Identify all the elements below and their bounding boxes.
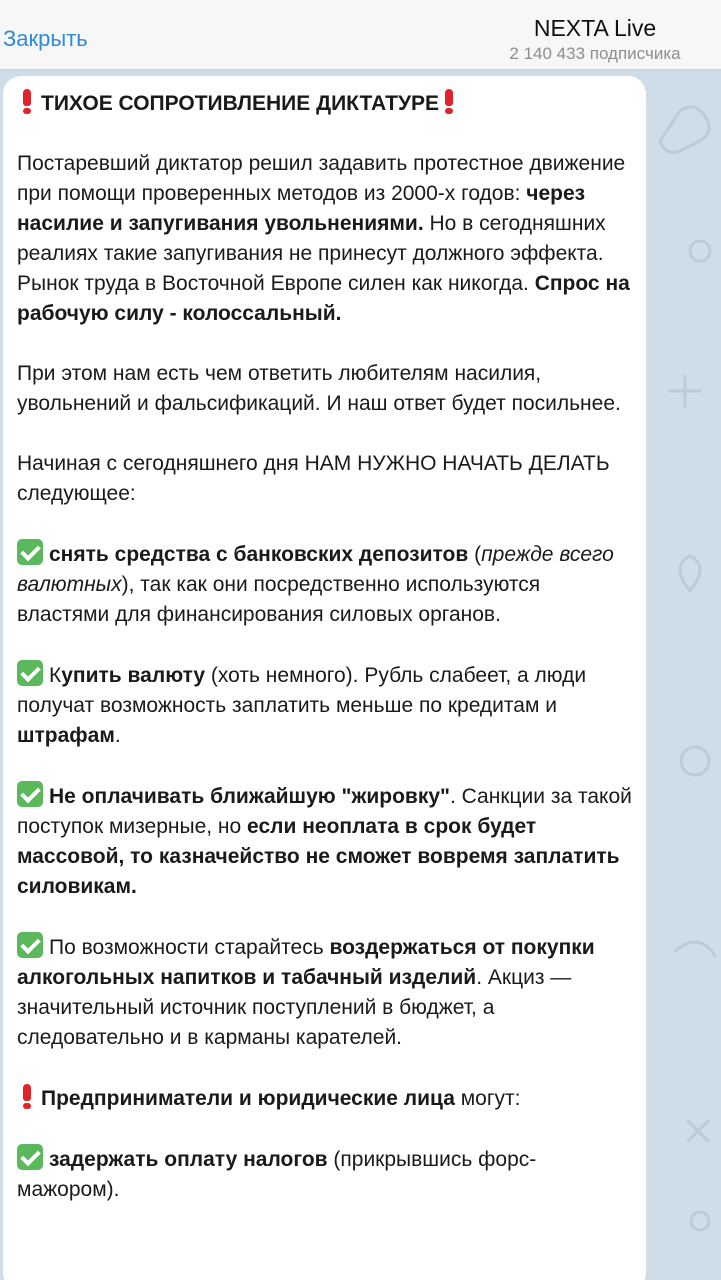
list-item: Не оплачивать ближайшую "жировку". Санкции за такой поступок мизерные, но если неоплата в срок будет массовой, то казначейство не сможет вовремя заплатить силовикам. [17,781,632,902]
message-paragraph: Предприниматели и юридические лица могут: [17,1083,632,1114]
check-mark-icon [17,660,43,686]
red-exclamation-icon [21,1083,33,1109]
list-item: По возможности старайтесь воздержаться от покупки алкогольных напитков и табачный изделий. Акциз — значительный источник поступлений в бюджет, а следовательно и в карманы карателей. [17,932,632,1053]
list-item: Купить валюту (хоть немного). Рубль слабеет, а люди получат возможность заплатить меньше по кредитам и штрафам. [17,660,632,751]
channel-info[interactable] [495,14,695,64]
list-item: задержать оплату налогов (прикрывшись форс-мажором). [17,1144,632,1205]
chat-header [0,0,721,70]
message-paragraph: Начиная с сегодняшнего дня НАМ НУЖНО НАЧАТЬ ДЕЛАТЬ следующее: [17,452,610,505]
chat-background [0,71,721,1280]
subscriber-count: 2 140 433 подписчика [509,44,681,63]
check-mark-icon [17,1144,43,1170]
message-paragraph: Постаревший диктатор решил задавить протестное движение при помощи проверенных методов из 2000-х годов: через насилие и запугивания увольнениями. Но в сегодняшних реалиях такие запугивания не принесут должного эффекта. Рынок труда в Восточной Европе силен как никогда. Спрос на рабочую силу - колоссальный. [17,152,630,325]
channel-title: NEXTA Live [533,15,657,41]
list-item: снять средства с банковских депозитов (прежде всего валютных), так как они посредственно используются властями для финансирования силовых органов. [17,539,632,630]
check-mark-icon [17,539,43,565]
close-button[interactable]: Закрыть [3,26,88,51]
message-paragraph: При этом нам есть чем ответить любителям насилия, увольнений и фальсификаций. И наш ответ будет посильнее. [17,362,621,415]
red-exclamation-icon [443,88,455,114]
message-bubble[interactable] [3,76,646,1280]
check-mark-icon [17,781,43,807]
message-title: ТИХОЕ СОПРОТИВЛЕНИЕ ДИКТАТУРЕ [17,88,632,119]
red-exclamation-icon [21,88,33,114]
check-mark-icon [17,932,43,958]
